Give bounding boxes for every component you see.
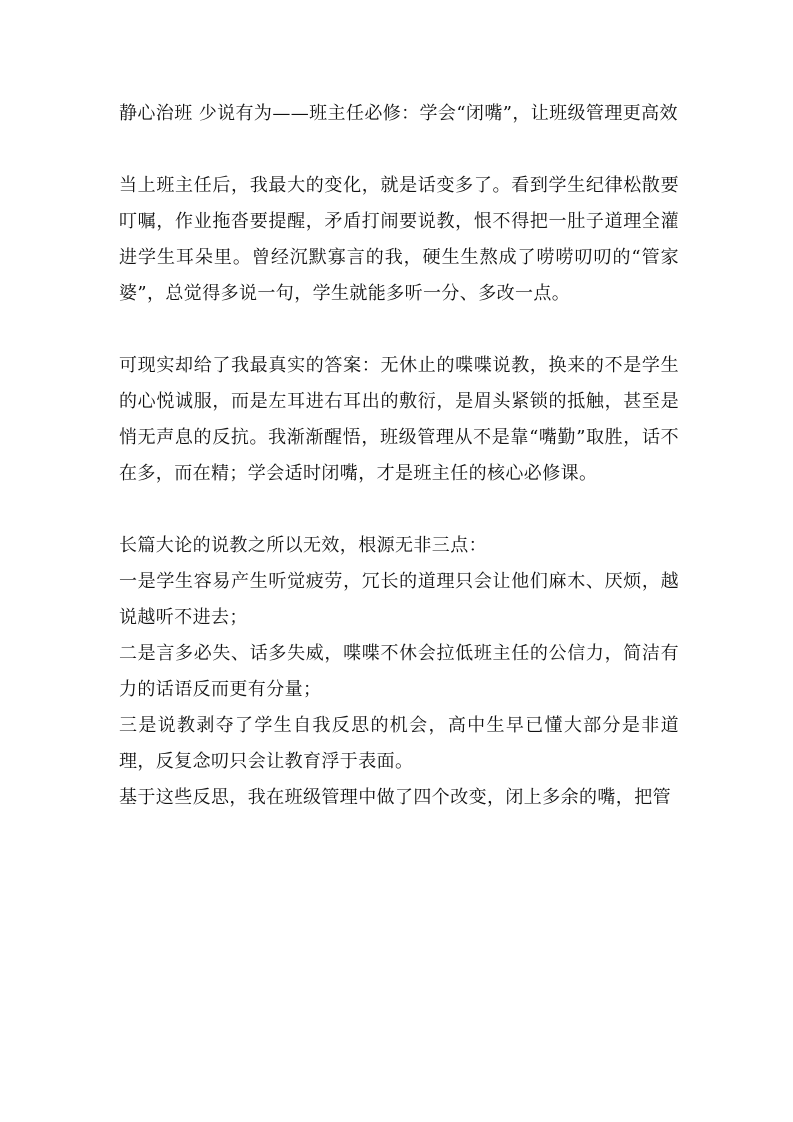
document-title: 静心治班 少说有为——班主任必修：学会“闭嘴”，让班级管理更高效 <box>119 103 678 124</box>
reasons-intro: 长篇大论的说教之所以无效，根源无非三点： <box>119 535 487 556</box>
document-body <box>119 96 679 852</box>
reason-item-3: 三是说教剥夺了学生自我反思的机会，高中生早已懂大部分是非道理，反复念叨只会让教育浮于表面。 <box>119 715 679 772</box>
reason-item-1: 一是学生容易产生听觉疲劳，冗长的道理只会让他们麻木、厌烦，越说越听不进去； <box>119 571 679 628</box>
closing-paragraph: 基于这些反思，我在班级管理中做了四个改变，闭上多余的嘴，把管 <box>119 787 671 808</box>
reasons-section <box>119 528 679 780</box>
reason-item-2: 二是言多必失、话多失威，喋喋不休会拉低班主任的公信力，简洁有力的话语反而更有分量； <box>119 643 679 700</box>
paragraph-2: 可现实却给了我最真实的答案：无休止的喋喋说教，换来的不是学生的心悦诚服，而是左耳进右耳出的敷衍，是眉头紧锁的抵触，甚至是悄无声息的反抗。我渐渐醒悟，班级管理从不是靠“嘴勤”取胜，话不在多，而在精；学会适时闭嘴，才是班主任的核心必修课。 <box>119 355 679 484</box>
paragraph-1: 当上班主任后，我最大的变化，就是话变多了。看到学生纪律松散要叮嘱，作业拖沓要提醒，矛盾打闹要说教，恨不得把一肚子道理全灌进学生耳朵里。曾经沉默寡言的我，硬生生熬成了唠唠叨叨的“管家婆”，总觉得多说一句，学生就能多听一分、多改一点。 <box>119 175 679 304</box>
